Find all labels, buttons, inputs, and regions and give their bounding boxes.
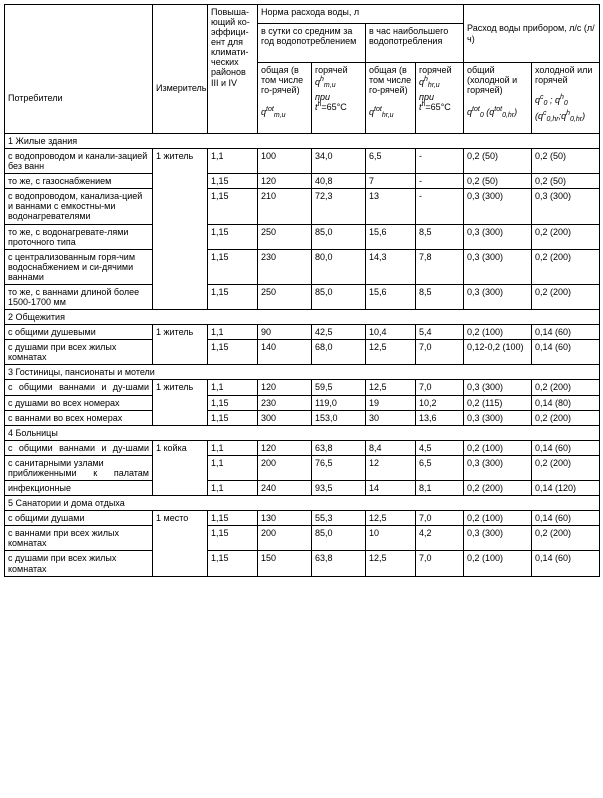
section-title-row [5, 310, 600, 325]
row-consumer: с общими ваннами и ду-шами [5, 380, 153, 395]
row-consumer: с ваннами при всех жилых комнатах [5, 526, 153, 551]
table-row [5, 189, 600, 224]
header-hour-hot [416, 63, 464, 134]
header-day-hot [312, 63, 366, 134]
row-device-total: 0,2 (50) [464, 149, 532, 174]
header-device-group: Расход воды прибором, л/с (л/ч) [464, 5, 600, 63]
row-hour-hot: 5,4 [416, 325, 464, 340]
row-hour-hot: 4,2 [416, 526, 464, 551]
header-device-cold-formula-1: $q^c_0$ ; $q^h_0$ [535, 94, 568, 108]
header-day-total-formula: $q^{tot}_{m,u}$ [261, 106, 286, 120]
row-consumer: с душами во всех номерах [5, 395, 153, 410]
row-hour-total: 7 [366, 174, 416, 189]
table-row [5, 551, 600, 576]
row-device-cold: 0,2 (200) [532, 380, 600, 395]
header-per-day: в сутки со средним за год водопотреблением [258, 24, 366, 63]
row-coefficient: 1,15 [208, 526, 258, 551]
row-hour-hot: 13,6 [416, 410, 464, 425]
row-consumer: с общими ваннами и ду-шами [5, 440, 153, 455]
row-day-total: 120 [258, 174, 312, 189]
row-hour-hot: 7,0 [416, 380, 464, 395]
row-day-hot: 72,3 [312, 189, 366, 224]
row-day-hot: 55,3 [312, 511, 366, 526]
header-device-total-label: общий (холодной и горячей) [467, 65, 518, 96]
row-hour-total: 15,6 [366, 284, 416, 309]
table-row [5, 511, 600, 526]
row-hour-hot: 8,1 [416, 481, 464, 496]
row-device-cold: 0,3 (300) [532, 189, 600, 224]
row-device-cold: 0,14 (60) [532, 340, 600, 365]
row-hour-total: 13 [366, 189, 416, 224]
water-consumption-table [4, 4, 600, 577]
row-day-hot: 59,5 [312, 380, 366, 395]
row-device-cold: 0,2 (200) [532, 284, 600, 309]
header-device-cold-formula-2: $(q^c_{0,hr};q^h_{0,hr})$ [535, 109, 586, 123]
row-consumer: с душами при всех жилых комнатах [5, 551, 153, 576]
row-device-total: 0,2 (50) [464, 174, 532, 189]
row-hour-total: 10 [366, 526, 416, 551]
row-hour-hot: 7,8 [416, 249, 464, 284]
row-consumer: с водопроводом, канализа-цией и ваннами с емкостны-ми водонагревателями [5, 189, 153, 224]
row-hour-total: 6,5 [366, 149, 416, 174]
row-day-hot: 63,8 [312, 551, 366, 576]
row-device-total: 0,3 (300) [464, 455, 532, 480]
header-device-total [464, 63, 532, 134]
header-device-cold-label: холодной или горячей [535, 65, 593, 86]
row-coefficient: 1,15 [208, 249, 258, 284]
row-device-total: 0,3 (300) [464, 380, 532, 395]
row-hour-total: 15,6 [366, 224, 416, 249]
row-device-cold: 0,2 (200) [532, 455, 600, 480]
header-coefficient: Повыша-ющий ко-эффици-ент для климати-ческих районов III и IV [208, 5, 258, 134]
row-day-total: 120 [258, 440, 312, 455]
row-coefficient: 1,1 [208, 455, 258, 480]
table-row [5, 481, 600, 496]
row-day-hot: 40,8 [312, 174, 366, 189]
row-device-total: 0,2 (100) [464, 440, 532, 455]
row-coefficient: 1,15 [208, 224, 258, 249]
row-coefficient: 1,15 [208, 284, 258, 309]
row-day-hot: 85,0 [312, 526, 366, 551]
section-meter: 1 житель [153, 149, 208, 310]
row-day-total: 140 [258, 340, 312, 365]
row-hour-hot: - [416, 189, 464, 224]
header-day-total [258, 63, 312, 134]
section-title: 3 Гостиницы, пансионаты и мотели [5, 365, 600, 380]
row-day-hot: 85,0 [312, 224, 366, 249]
row-device-total: 0,2 (200) [464, 481, 532, 496]
row-day-total: 130 [258, 511, 312, 526]
row-day-total: 150 [258, 551, 312, 576]
row-consumer: то же, с водонагревате-лями проточного типа [5, 224, 153, 249]
row-hour-total: 8,4 [366, 440, 416, 455]
header-day-total-label: общая (в том числе го-рячей) [261, 65, 304, 96]
row-hour-hot: 6,5 [416, 455, 464, 480]
row-consumer: с общими душевыми [5, 325, 153, 340]
row-device-total: 0,3 (300) [464, 526, 532, 551]
row-day-hot: 68,0 [312, 340, 366, 365]
row-device-total: 0,12-0,2 (100) [464, 340, 532, 365]
row-consumer: с ваннами во всех номерах [5, 410, 153, 425]
row-consumer: с водопроводом и канали-зацией без ванн [5, 149, 153, 174]
row-coefficient: 1,15 [208, 395, 258, 410]
header-per-hour: в час наибольшего водопотребления [366, 24, 464, 63]
row-device-cold: 0,14 (60) [532, 551, 600, 576]
row-coefficient: 1,15 [208, 410, 258, 425]
row-hour-total: 19 [366, 395, 416, 410]
section-title-row [5, 134, 600, 149]
row-device-cold: 0,14 (80) [532, 395, 600, 410]
header-hour-total-label: общая (в том числе го-рячей) [369, 65, 412, 96]
header-day-hot-label: горячей [315, 65, 348, 75]
row-coefficient: 1,15 [208, 551, 258, 576]
header-hour-hot-formula: $q^h_{hr,u}$ [419, 76, 440, 90]
row-coefficient: 1,15 [208, 174, 258, 189]
row-day-total: 250 [258, 224, 312, 249]
row-hour-hot: - [416, 149, 464, 174]
row-hour-hot: 7,0 [416, 551, 464, 576]
row-day-total: 90 [258, 325, 312, 340]
table-row [5, 455, 600, 480]
row-consumer: с общими душами [5, 511, 153, 526]
table-row [5, 526, 600, 551]
row-device-total: 0,3 (300) [464, 284, 532, 309]
table-row [5, 325, 600, 340]
row-consumer: с санитарными узлами приближенными к палатам [5, 455, 153, 480]
row-day-total: 100 [258, 149, 312, 174]
row-device-total: 0,3 (300) [464, 189, 532, 224]
row-device-cold: 0,2 (200) [532, 410, 600, 425]
row-coefficient: 1,1 [208, 380, 258, 395]
row-day-total: 120 [258, 380, 312, 395]
section-meter: 1 житель [153, 325, 208, 365]
row-hour-hot: 8,5 [416, 224, 464, 249]
row-hour-hot: 4,5 [416, 440, 464, 455]
row-consumer: с душами при всех жилых комнатах [5, 340, 153, 365]
row-hour-total: 14,3 [366, 249, 416, 284]
row-hour-total: 12,5 [366, 511, 416, 526]
row-coefficient: 1,1 [208, 440, 258, 455]
row-device-total: 0,3 (300) [464, 249, 532, 284]
table-row [5, 380, 600, 395]
header-meter: Измеритель [153, 5, 208, 134]
row-day-hot: 76,5 [312, 455, 366, 480]
row-coefficient: 1,1 [208, 149, 258, 174]
table-row [5, 174, 600, 189]
section-title-row [5, 496, 600, 511]
section-title: 1 Жилые здания [5, 134, 600, 149]
table-row [5, 395, 600, 410]
row-consumer: с централизованным горя-чим водоснабжением и си-дячими ваннами [5, 249, 153, 284]
row-hour-hot: - [416, 174, 464, 189]
row-hour-total: 12 [366, 455, 416, 480]
header-device-total-formula: $q^{tot}_0$ $(q^{tot}_{0,hr})$ [467, 106, 518, 120]
row-coefficient: 1,1 [208, 325, 258, 340]
header-device-cold [532, 63, 600, 134]
row-device-total: 0,2 (100) [464, 325, 532, 340]
row-device-cold: 0,2 (200) [532, 249, 600, 284]
section-meter: 1 житель [153, 380, 208, 425]
row-device-cold: 0,2 (50) [532, 174, 600, 189]
header-day-hot-formula: $q^h_{m,u}$ [315, 76, 336, 90]
row-hour-total: 12,5 [366, 551, 416, 576]
header-hour-hot-label: горячей [419, 65, 452, 75]
row-hour-total: 12,5 [366, 340, 416, 365]
row-hour-total: 30 [366, 410, 416, 425]
row-consumer: инфекционные [5, 481, 153, 496]
header-consumers: Потребители [5, 5, 153, 134]
row-device-cold: 0,2 (200) [532, 526, 600, 551]
row-day-total: 200 [258, 526, 312, 551]
row-consumer: то же, с газоснабжением [5, 174, 153, 189]
table-row [5, 224, 600, 249]
row-day-hot: 80,0 [312, 249, 366, 284]
row-day-hot: 93,5 [312, 481, 366, 496]
row-device-total: 0,2 (100) [464, 511, 532, 526]
row-day-total: 230 [258, 249, 312, 284]
row-device-total: 0,3 (300) [464, 224, 532, 249]
row-device-total: 0,3 (300) [464, 410, 532, 425]
row-day-hot: 34,0 [312, 149, 366, 174]
row-consumer: то же, с ваннами длиной более 1500-1700 мм [5, 284, 153, 309]
table-row [5, 149, 600, 174]
header-hour-total-formula: $q^{tot}_{hr,u}$ [369, 106, 394, 120]
row-hour-total: 10,4 [366, 325, 416, 340]
header-day-hot-cond: при $t^h=65^\circ С$ [315, 91, 347, 112]
header-row-1 [5, 5, 600, 24]
row-day-total: 240 [258, 481, 312, 496]
row-device-total: 0,2 (100) [464, 551, 532, 576]
table-row [5, 440, 600, 455]
row-day-total: 230 [258, 395, 312, 410]
row-hour-hot: 10,2 [416, 395, 464, 410]
section-title-row [5, 425, 600, 440]
row-day-hot: 153,0 [312, 410, 366, 425]
header-hour-total [366, 63, 416, 134]
row-hour-hot: 7,0 [416, 340, 464, 365]
table-row [5, 249, 600, 284]
table-row [5, 410, 600, 425]
section-title: 2 Общежития [5, 310, 600, 325]
row-device-cold: 0,14 (60) [532, 325, 600, 340]
row-day-hot: 63,8 [312, 440, 366, 455]
section-title-row [5, 365, 600, 380]
row-device-cold: 0,2 (50) [532, 149, 600, 174]
section-meter: 1 койка [153, 440, 208, 495]
row-day-total: 200 [258, 455, 312, 480]
row-hour-total: 12,5 [366, 380, 416, 395]
row-coefficient: 1,1 [208, 481, 258, 496]
row-hour-hot: 8,5 [416, 284, 464, 309]
section-title: 5 Санатории и дома отдыха [5, 496, 600, 511]
section-meter: 1 место [153, 511, 208, 576]
table-row [5, 340, 600, 365]
header-hour-hot-cond: при $t^h=65^\circ С$ [419, 91, 451, 112]
row-day-total: 300 [258, 410, 312, 425]
table-row [5, 284, 600, 309]
row-day-hot: 119,0 [312, 395, 366, 410]
row-coefficient: 1,15 [208, 511, 258, 526]
header-norm-group: Норма расхода воды, л [258, 5, 464, 24]
row-device-total: 0,2 (115) [464, 395, 532, 410]
row-day-hot: 85,0 [312, 284, 366, 309]
row-hour-total: 14 [366, 481, 416, 496]
row-day-hot: 42,5 [312, 325, 366, 340]
row-device-cold: 0,14 (60) [532, 440, 600, 455]
row-device-cold: 0,14 (60) [532, 511, 600, 526]
row-day-total: 210 [258, 189, 312, 224]
section-title: 4 Больницы [5, 425, 600, 440]
row-coefficient: 1,15 [208, 340, 258, 365]
row-coefficient: 1,15 [208, 189, 258, 224]
row-device-cold: 0,14 (120) [532, 481, 600, 496]
row-day-total: 250 [258, 284, 312, 309]
row-device-cold: 0,2 (200) [532, 224, 600, 249]
row-hour-hot: 7,0 [416, 511, 464, 526]
